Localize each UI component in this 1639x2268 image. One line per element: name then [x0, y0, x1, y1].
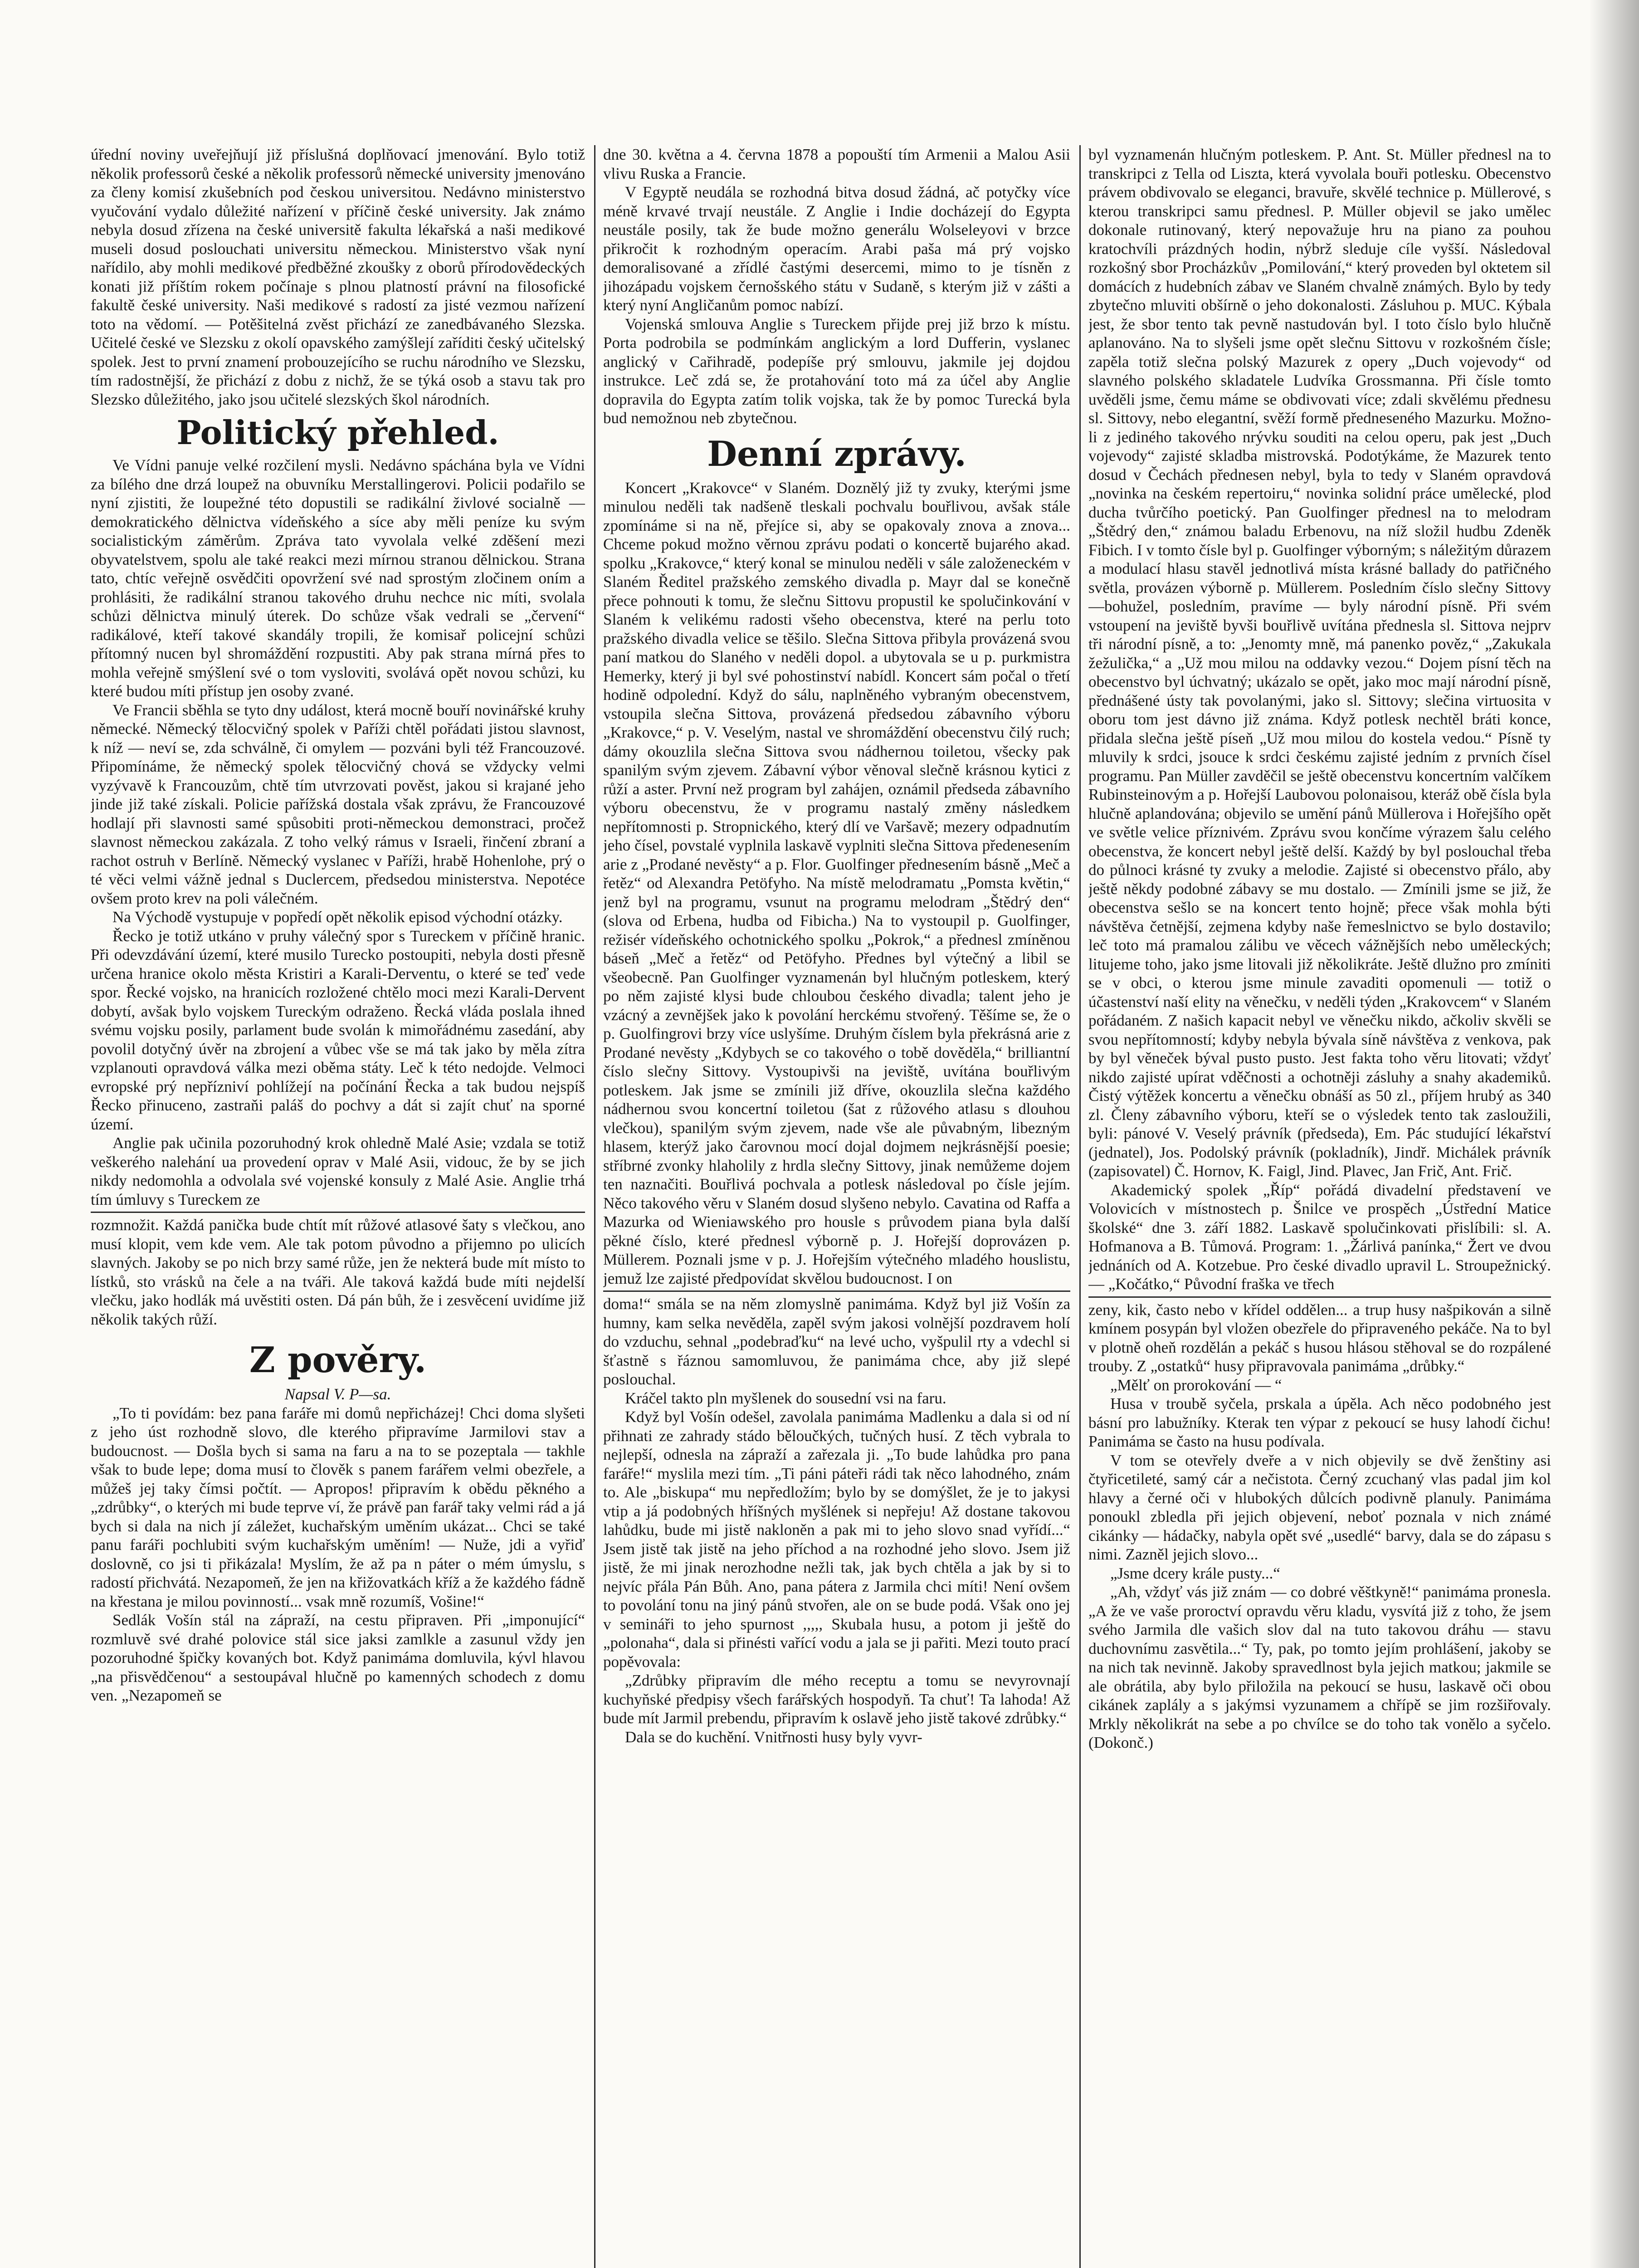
byline: Napsal V. P—sa.: [284, 1385, 391, 1403]
divider: [91, 1212, 585, 1213]
story-para-12: „Jsme dcery krále pusty...“: [1110, 1564, 1280, 1582]
story-para-8: zeny, kik, často nebo v křídel oddělen... a trup husy našpikován a silně kmínem posypán byl vložen obezřele do připraveného pekáče. Na to byl v plotně oheň rozdělán a pekáč s husou hlásou stěhoval se do rozpálené trouby. Z „ostatků“ husy připravovala panimáma „drůbky.“: [1088, 1300, 1551, 1375]
article-egypt: V Egyptě neudála se rozhodná bitva dosud žádná, ač potyčky více méně krvavé trvají neustále. Z Anglie i Indie docházejí do Egypta neustále posily, tak že bude možno generálu Wolseleyovi v brzce přikročit k rozhodným operacím. Arabi paša má prý vojsko demoralisované a zřídlé častými desercemi, mimo to je tísněn z jihozápadu vojskem černošského státu v Sudaně, s kterým již v zášti a který nyní Angličanům pomoc nabízí.: [603, 183, 1070, 314]
column-rule-2: [1079, 145, 1081, 2268]
story-para-4: Kráčel takto pln myšlenek do sousední vsi na faru.: [625, 1389, 946, 1407]
page-edge-shadow: [1589, 0, 1639, 2268]
feuilleton-cont: rozmnožit. Každá panička bude chtít mít růžové atlasové šaty s vlečkou, ano musí klopit, vem kde vem. Ale tak potom původno a přijemno po ulicích slavných. Jakoby se po nich brzy samé růže, jen že nekterá bude mít místo to lístků, sto vrásků na čele a na tváři. Ale taková každá bude míti nejdelší vlečku, jako hodlák má uvěstiti osten. Dá pán bůh, že i zesvěcení uvidíme již několik takých růží.: [91, 1216, 585, 1328]
story-para-6: „Zdrůbky připravím dle mého receptu a tomu se nevyrovnají kuchyňské předpisy všech farářských hospodyň. Ta chuť! Ta lahoda! Až bude mít Jarmil prebendu, připravím k oslavě jeho jistě takové zdrůbky.“: [603, 1672, 1070, 1727]
article-vienna: Ve Vídni panuje velké rozčilení mysli. Nedávno spáchána byla ve Vídni za bílého dne drzá loupež na obuvníku Merstallingerovi. Policii podařilo se nyní zjistiti, že loupežné této dopustili se radikální živlové socialně — demokratického dělnictva vídeňského a síce aby měli peníze ku svým socialistickým záměrům. Zpráva tato vyvolala velké zděšení mezi obyvatelstvem, spolu ale také reakci mezi mírnou stranou dělnickou. Strana tato, chtíc veřejně osvědčiti opovržení své nad sprostým zločinem oním a prohlásiti, že radikální stranou takového druhu nechce nic míti, svolala schůzi dělnictva minulý úterek. Do schůze však vedrali se „červení“ radikálové, kteří takové skandály tropili, že komisař policejní schůzi přítomný nucen byl shromáždění rozpustiti. Aby pak strana mírná přes to mohla veřejně smýšlení své o tom vysloviti, svolává opět novou schůzi, ku které budou míti přístup jen osoby zvané.: [91, 456, 585, 700]
column-rule-1: [594, 145, 595, 2268]
article-greece: Řecko je totiž utkáno v pruhy válečný spor s Tureckem v příčině hranic. Při odevzdávání území, které musilo Turecko postoupiti, nebyla dosti přesně určena hranice okolo města Kristiri a Karali-Derventu, o které se teď vede spor. Řecké vojsko, na hranicích rozložené chtělo moci mezi Karali-Dervent dobytí, avšak bylo vojskem Tureckým odraženo. Řecká vláda poslala ihned svému vojsku posily, parlament bude svolán k mimořádnému zasedání, aby povolil dotyčný úvěr na zbrojení a vůbec vše se má tak jako by měla zítra vzplanouti opravdová válka mezi oběma státy. Leč k této nedojde. Velmoci evropské prý nepřízniví pohlížejí na počínání Řecka a tak budou nejspíš Řecko přinuceno, zastraňi paláš do pochvy a dát si zajít chuť na sporné území.: [91, 927, 585, 1133]
story-para-2: Sedlák Vošín stál na zápraží, na cestu připraven. Při „imponující“ rozmluvě své drahé polovice stál sice jaksi zamlkle a zasunul vždy jen pozoruhodné špičky kovaných bot. Když panimáma domluvila, kývl hlavou „na přisvědčenou“ a sestoupával hlučně po kamenných schodech z domu ven. „Nezapomeň se: [91, 1611, 585, 1704]
column-right: [1088, 145, 1551, 2268]
story-para-7: Dala se do kuchění. Vnitřnosti husy byly vyvr-: [625, 1728, 922, 1746]
story-para-11: V tom se otevřely dveře a v nich objevily se dvě ženštiny asi čtyřicetileté, samý cár a nečistota. Černý zcuchaný vlas padal jim kol hlavy a černé oči v hlubokých důlcích podivně planuly. Panimáma ponoukl zbledla při jejich objevení, neboť poznala v nich známé cikánky — hádačky, nabyla opět své „usedlé“ barvy, dala se do zápasu s nimi. Zazněl jejich slovo...: [1088, 1451, 1551, 1563]
section-title-denni: Denní zprávy.: [707, 433, 966, 474]
divider: [603, 1290, 1070, 1292]
article-england: Anglie pak učinila pozoruhodný krok ohledně Malé Asie; vzdala se totiž veškerého nalehání ua provedení oprav v Malé Asii, vidouc, že by se jich nikdy nedomohla a odvolala své vojenské konsuly z Malé Asie. Anglie trhá tím úmluvy s Tureckem ze: [91, 1134, 585, 1208]
story-para-1: „To ti povídám: bez pana faráře mi domů nepřicházej! Chci doma slyšeti z jeho úst rozhodně slovo, dle kterého připravíme Jarmilovi stav a budoucnost. — Došla bych si sama na faru a na to se pozeptala — takhle však to bude lepe; doma musí to člověk s panem farářem velmi obezřele, a můžeš jej taky čímsi počtít. — Apropos! připravím k obědu pěkného a „zdrůbky“, o kterých mi bude teprve ví, že právě pan farář taky velmi rád a já bych si dala na nich jí záležet, kuchařským uměním ukázat... Chci se také panu faráři pochlubiti svým kuchařským uměním! — Nuže, jdi a vyřiď doslovně, co jsi ti přikázala! Myslím, že až pa n páter o mém úmyslu, s radostí přichvátá. Nezapomeň, že jen na křižovatkách kříž a že každého fádně na křestana je milou povinností... vsak mně rozumíš, Vošine!“: [91, 1404, 585, 1610]
divider: [1088, 1296, 1551, 1298]
section-title-politicky: Politický přehled.: [176, 413, 499, 452]
story-para-3: doma!“ smála se na něm zlomyslně panimáma. Když byl již Vošín za humny, kam selka nevěděla, zapěl svým jakosi volnější pozdravem holí do vzduchu, sehnal „podebraďku“ na levé ucho, vyšpulil rty a vdechl si šťastně s řáznou samomluvou, že panimáma chce, aby již slepé poslouchal.: [603, 1295, 1070, 1388]
story-para-5: Když byl Vošín odešel, zavolala panimáma Madlenku a dala si od ní přihnati ze zahrady stádo běloučkých, tučných husí. Z těch vybrala to nejlepší, odnesla na zápraží a zařezala ji. „To bude lahůdka pro pana faráře!“ myslila mezi tím. „Ti páni páteři rádi tak něco lahodného, znám to. Ale „biskupa“ mu nepředložím; bylo by se domýšlet, že je to jakysi vtip a já podobných hříšných myšlének si nepřeju! Až dostane takovou lahůdku, bude mi jistě nakloněn a pak mi to jeho slovo snad vyřídí...“ Jsem jistě tak jistě na jeho příchod a na rozhodné jeho slovo. Jsem již jistě, že mi jinak nerozhodne nežli tak, jak bych chtěla a jak by si to nejvíc přála Pán Bůh. Ano, pana pátera z Jarmila chci míti! Není ovšem to povolání tonu na jiný pánů stvořen, ale on se bude podá. Však ono jej v semináři to jeho spurnost ,,,,, Skubala husu, a potom ji ještě do „polonaha“, dala si přinésti vařící vodu a jala se ji pařiti. Mezi touto prací popěvovala:: [603, 1408, 1070, 1671]
section-title-povery: Z pověry.: [249, 1339, 427, 1381]
article-east: Na Východě vystupuje v popředí opět několik episod východní otázky.: [112, 908, 563, 926]
article-rip: Akademický spolek „Říp“ pořádá divadelní představení ve Volovicích v místnostech p. Šnilce ve prospěch „Ústřední Matice školské“ dne 3. září 1882. Laskavě spolučinkovati přislíbili: sl. A. Hofmanova a B. Tůmová. Program: 1. „Žárlivá panínka,“ Žert ve dvou jednáních od A. Kotzebue. Pro české divadlo upravil L. Stroupežnický. — „Kočátko,“ Původní fraška ve třech: [1088, 1181, 1551, 1293]
article-treaty: Vojenská smlouva Anglie s Tureckem přijde prej již brzo k místu. Porta podrobila se podmínkám anglickým a lord Dufferin, vyslanec anglický v Cařihradě, podepíše prý smlouvu, jakmile jej dojdou instrukce. Leč zdá se, že protahování toto má za účel aby Anglie dopravila do Egypta zatím tolik vojska, tak že by pomoc Turecká byla bud nemožnou neb zbytečnou.: [603, 315, 1070, 427]
story-para-9: „Mělť on prorokování — “: [1110, 1376, 1282, 1394]
article-concert-cont: byl vyznamenán hlučným potleskem. P. Ant. St. Müller přednesl na to transkripci z Tella od Liszta, která vyvolala bouři potlesku. Obecenstvo právem obdivovalo se eleganci, bravuře, skvělé technice p. Müllerové, s kterou transkripci samu přednesl. P. Müller objevil se jako umělec dokonale rutinovaný, který nepovažuje hru na piano za pouhou kratochvíli prázdných hodin, nýbrž sleduje cíle vyšší. Následoval rozkošný sbor Procházkův „Pomilování,“ který proveden byl oktetem sil domácích z hudebních zábav ve Slaném chvalně známých. Bylo by tedy zbytečno mluviti obšírně o jeho dokonalosti. Zásluhou p. MUC. Kýbala jest, že sbor tento tak pevně nastudován byl. I toto číslo bylo hlučně aplanováno. Na to slyšeli jsme opět slečnu Sittovu v rozkošném čísle; zapěla totiž slečna polský Mazurek z opery „Duch vojevody“ od slavného polského skladatele Ludvíka Grossmanna. Při čísle tomto uvěděli jsme, čemu máme se obdivovati více; zdali skvělému přednesu sl. Sittovy, nebo elegantní, svěží formě předneseného Mazurku. Možno-li z jediného takového nrývku souditi na celou operu, pak jest „Duch vojevody“ zajisté skladba mistrovská. Podotýkáme, že Mazurek tento dosud v Čechách přednesen nebyl, byla to tedy v Slaném opravdová „novinka na českém repertoiru,“ novinka solidní práce umělecké, plod ducha tvůrčího poetický. Pan Guolfinger přednesl na to melodram „Štědrý den,“ známou baladu Erbenovu, na níž složil hudbu Zdeněk Fibich. I v tomto čísle byl p. Guolfinger výborným; s náležitým důrazem a modulací hlasu stavěl jednotlivá místa krásné ballady do patřičného světla, provázen výborně p. Müllerem. Posledním číslo slečny Sittovy —bohužel, posledním, pravíme — byly národní písně. Při svém vstoupení na jeviště byvši bouřlivě uvítána přednesla sl. Sittova nejprv tři národní písně, a to: „Jenomty mně, má panenko pověz,“ „Zakukala žežulička,“ a „Už mou milou na oddavky vezou.“ Dojem písní těch na obecenstvo byl úchvatný; ukázalo se opět, jako moc mají národní písně, přednášené ústy tak povolanými, jako sl. Sittovy; slečina virtuosita v oboru tom jest dávno již známa. Když potlesk nechtěl bráti konce, přidala slečna ještě píseň „Už mou milou do kostela vedou.“ Písně ty mluvily k srdci, jsouce k srdci českému zajisté jedním z prvních čísel programu. Pan Müller zavděčil se ještě obecenstvu koncertním valčíkem Rubinsteinovým a p. Hořejší Laubovou polonaisou, kteráž obě čísla byla hlučně aplandována; objevilo se umění pánů Müllerova i Hořejšího opět ve světle velice příznivém. Zprávu svou končíme výrazem šalu celého obecenstva, že koncert nebyl ještě delší. Každý by byl poslouchal třeba do půlnoci krásné ty zvuky a melodie. Zajisté si obecenstvo přálo, aby ještě někdy podobné zábavy se mu dostalo. — Zmínili jsme se již, že obecenstva sešlo se na koncert tento hojně; přece však mohla býti návštěva četnější, zejmena kdyby naše řemeslnictvo se bylo dostavilo; leč toto má pramalou zálibu ve věcech vážnějších nebo uměleckých; litujeme toho, jako jsme litovali již několikráte. Ještě dlužno pro zmíniti se v obci, o kterou jsme minule zavaditi opomenuli — totiž o účastenství naší elity na věnečku, v neděli týden „Krakovcem“ v Slaném pořádaném. Z našich kapacit nebyl ve věnečku nikdo, ačkoliv skvěli se svou nepřítomností; kdyby nebyla bývala síně návštěva z venkova, pak by byl věneček býval pusto pusto. Jest fakta toho věru litovati; vždyť nikdo zajisté upírat vděčnosti a ochotněji zásluhy a snahy akademiků. Čistý výtěžek koncertu a věnečku obnáší as 50 zl., příjem hrubý as 340 zl. Členy zábavního výboru, kteří se o výsledek tento tak zasloužili, byli: pánové V. Veselý právník (předseda), Em. Pác studující lékařství (jednatel), Jos. Podolský právník (pokladník), Jindř. Michálek právník (zapisovatel) Č. Hornov, K. Faigl, Jind. Plavec, Jan Frič, Ant. Frič.: [1088, 146, 1551, 1180]
article-france: Ve Francii sběhla se tyto dny událost, která mocně bouří novinářské kruhy německé. Německý tělocvičný spolek v Paříži chtěl pořádati jistou slavnost, k níž — neví se, zda schválně, či omylem — pozváni byli též Francouzové. Připomínáme, že německý spolek tělocvičný chová se vždycky velmi vyzývavě k Francouzům, chtě tím utvrzovati pověst, jakou si krajané jeho jinde již také získali. Policie pařížská dostala však zprávu, že Francouzové hodlají při slavnosti samé spůsobiti proti-německou demonstraci, pročež slavnost německou zakázala. Z toho velký rámus v Israeli, řinčení zbraní a rachot ostruh v Berlíně. Německý vyslanec v Paříži, hrabě Hohenlohe, prý o té věci velmi vážně jednal s Duclercem, předsedou ministerstva. Nepotéce ovšem proto krev na poli válečném.: [91, 701, 585, 907]
column-left: [91, 145, 585, 2268]
story-para-13: „Ah, vždyť vás již znám — co dobré věštkyně!“ panimáma pronesla. „A že ve vaše proroctví opravdu věru kladu, vysvítá již z toho, že jsem svého Jarmila dle vašich slov dal na tuto takovou dráhu — stavu duchovnímu zasvětila...“ Ty, pak, po tomto jejím prohlášení, jakoby se na nich tak nevinně. Jakoby spravedlnost byla jejich matkou; jakmile se ale obrátila, aby bylo přiložila na pekoucí se husu, laskavě oči obou cikánek zaplály a s jakýmsi vyzunamem a chřípě se jim rozšiřovaly. Mrkly několikrát na sebe a po chvílce se do toho tak vonělo a syčelo. (Dokonč.): [1088, 1583, 1551, 1751]
article-egypt-cont: dne 30. května a 4. června 1878 a popouští tím Armenii a Malou Asii vlivu Ruska a Francie.: [603, 146, 1070, 182]
article-university: úřední noviny uveřejňují již příslušná doplňovací jmenování. Bylo totiž několik professorů české a několik professorů německé university jmenováno za členy komisí zkušebních pod českou universitou. Nedávno ministerstvo vyučování vydalo důležité nařízení v příčině české university. Jak známo nebyla dosud zřízena na české universitě fakulta lékařská a naši medikové museli dosud poslouchati universitu německou. Ministerstvo však nyní nařídilo, aby mohli medikové předběžné zkoušky z oborů přírodovědeckých konati již příštím rokem počínaje s plnou platností právní na filosofické fakultě české university. Naši medikové s radostí za jisté vezmou nařízení toto na vědomí. — Potěšitelná zvěst přichází ze zanedbávaného Slezska. Učitelé české ve Slezsku z okolí opavského zamýšlejí zaříditi český učitelský spolek. Jest to první znamení probouzejícího se ruchu národního ve Slezsku, tím radostnější, že přichází z dobu z nichž, že se týká osob a stavu tak pro Slezsko důležitého, jako jsou učitelé slezských škol národních.: [91, 146, 585, 408]
article-concert: Koncert „Krakovce“ v Slaném. Doznělý již ty zvuky, kterými jsme minulou neděli tak nadšeně tleskali pochvalu bouřlivou, avšak stále zpomínáme si na ně, přejíce si, aby se opakovaly znova a znova... Chceme pokud možno věrnou zprávu podati o koncertě bujarého akad. spolku „Krakovce,“ který konal se minulou neděli v sále založeneckém v Slaném Ředitel pražského zemského divadla p. Mayr dal se konečně přece pohnouti k tomu, že slečnu Sittovu propustil ke spolučinkování v Slaném k velikému radosti všeho obecenstva, které na perlu toto pražského divadla velice se těšilo. Slečna Sittova přibyla provázená svou paní matkou do Slaného v neděli dopol. a ubytovala se u p. purkmistra Hemerky, který ji byl své pohostinství nabídl. Koncert sám počal o třetí hodině odpolední. Když do sálu, naplněného vybraným obecenstvem, vstoupila slečna Sittova, provázená předsedou zábavního výboru „Krakovce,“ p. V. Veselým, nastal ve shromáždění obecenstvu čilý ruch; dámy okouzlila slečna Sittova svou nádhernou toiletou, všecky pak spanilým svým zjevem. Zábavní výbor věnoval slečně krásnou kytici z růží a aster. První než program byl zahájen, oznámil předseda zábavního výboru obecenstvu, že v programu nastalý změny následkem nepřítomnosti p. Stropnického, který dlí ve Varšavě; mezery odpadnutím jeho čísel, povstalé vyplnila laskavě vyplniti slečna Sittova předenesením arie z „Prodané nevěsty“ a p. Flor. Guolfinger přednesením básně „Meč a řetěz“ od Alexandra Petöfyho. Na místě melodramatu „Pomsta květin,“ jenž byl na programu, vsunut na programu melodram „Štědrý den“ (slova od Erbena, hudba od Fibicha.) Na to vystoupil p. Guolfinger, režisér vídeňského ochotnického spolku „Pokrok,“ a přednesl zmíněnou báseň „Meč a řetěz“ od Petöfyho. Přednes byl výtečný a libil se všeobecně. Pan Guolfinger vyznamenán byl hlučným potleskem, který po něm zajisté klysi bude chloubou českého divadla; talent jeho je vzácný a zevnějšek jako k povolání herckému stvořený. Těšíme se, že o p. Guolfingrovi brzy více uslyšíme. Druhým číslem byla překrásná arie z Prodané nevěsty „Kdybych se co takového o tobě dověděla,“ brilliantní číslo slečny Sittovy. Vystoupivši na jeviště, uvítána bouřlivým potleskem. Jak jsme se zmínili již dříve, okouzlila slečna každého nádhernou svou koncertní toiletou (šat z růžového atlasu s dlouhou vlečkou), spanilým svým zjevem, nade vše ale půvabným, libezným hlasem, kterýž jako čarovnou mocí dojal dojmem nejkrásnější poesie; stříbrné zvonky hlaholily z hrdla slečny Sittovy, jinak nemůžeme dojem ten naznačiti. Bouřlivá pochvala a potlesk následoval po čísle jejím. Něco takového věru v Slaném dosud slyšeno nebylo. Cavatina od Raffa a Mazurka od Wieniawského pro housle s průvodem piana byla další pěkné číslo, které přednesl výborně p. J. Hořejší doprovázen p. Müllerem. Poznali jsme v p. J. Hořejším výtečného mladého houslistu, jemuž lze zajisté předpovídat skvělou budoucnost. I on: [603, 479, 1070, 1287]
story-para-10: Husa v troubě syčela, prskala a úpěla. Ach něco podobného jest básní pro labužníky. Kterak ten výpar z pekoucí se husy lahodí čichu! Panimáma se často na husu podívala.: [1088, 1395, 1551, 1450]
column-middle: [603, 145, 1070, 2268]
